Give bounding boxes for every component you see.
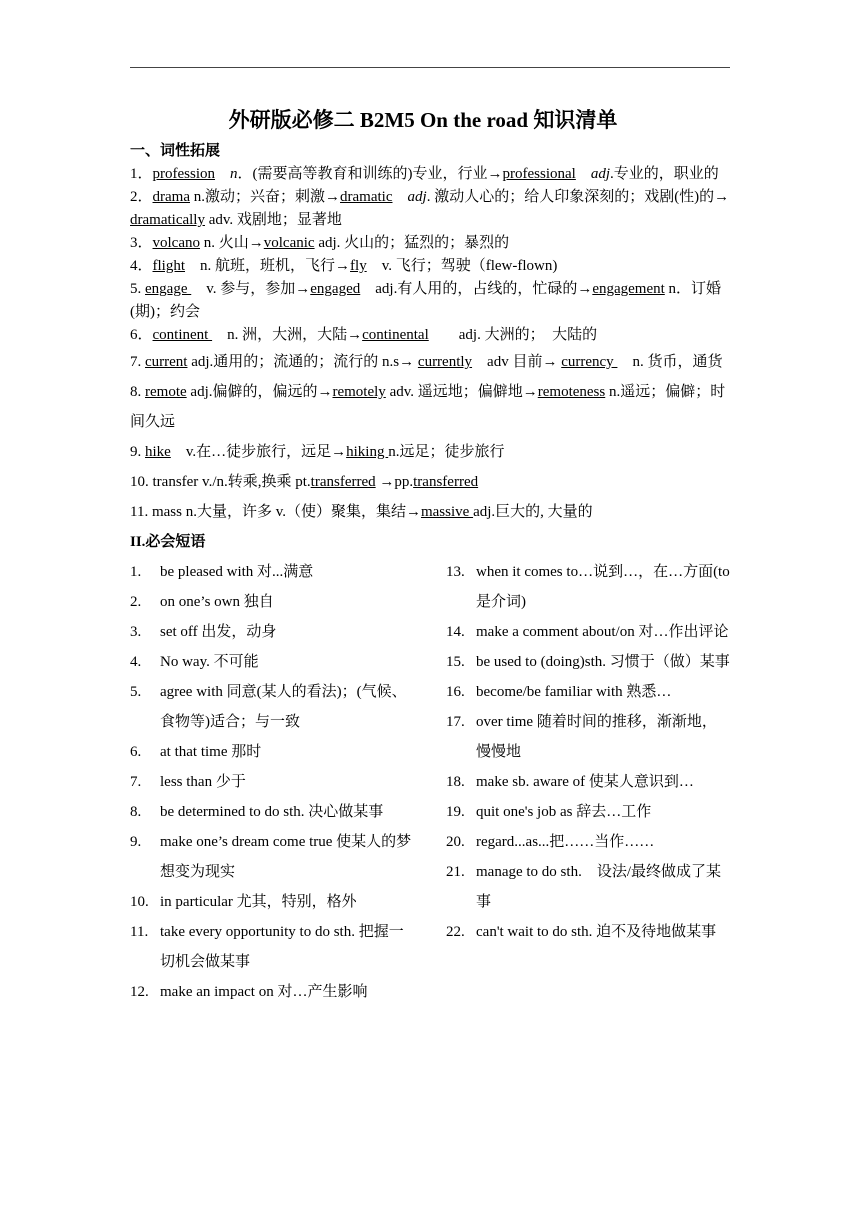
vocab-entry-1: 1．profession n．(需要高等教育和训练的)专业，行业→professional adj.专业的，职业的: [130, 166, 719, 182]
list-item: 19. quit one's job as 辞去…工作: [446, 804, 652, 820]
vocab-entry-3: 3．volcano n. 火山→volcanic adj. 火山的；猛烈的；暴烈的: [130, 235, 510, 251]
vocab-entry-4: 4．flight n. 航班，班机，飞行→fly v. 飞行；驾驶（flew-flown): [130, 258, 558, 274]
list-item: 1. be pleased with 对...满意: [130, 564, 314, 580]
list-item: 20. regard...as...把……当作……: [446, 834, 655, 850]
vocab-entry-9: 9. hike v.在…徒步旅行，远足→hiking n.远足；徒步旅行: [130, 444, 505, 460]
list-item: 6. at that time 那时: [130, 744, 262, 760]
list-item: 21. manage to do sth. 设法/最终做成了某事: [446, 864, 721, 910]
list-item: 2. on one’s own 独自: [130, 594, 274, 610]
vocab-entry-7: 7. current adj.通用的；流通的；流行的 n.s→ currently adv 目前→ currency n. 货币，通货: [130, 354, 723, 370]
list-item: 22. can't wait to do sth. 迫不及待地做某事: [446, 924, 717, 940]
list-item: 5. agree with 同意(某人的看法)；(气候、食物等)适合；与一致: [130, 684, 407, 730]
vocab-entry-10: 10. transfer v./n.转乘,换乘 pt.transferred →pp.transferred: [130, 474, 479, 490]
list-item: 8. be determined to do sth. 决心做某事: [130, 804, 384, 820]
list-item: 13. when it comes to…说到…，在…方面(to 是介词): [446, 564, 730, 610]
vocab-entry-8: 8. remote adj.偏僻的，偏远的→remotely adv. 遥远地；偏僻地→remoteness n.遥远；偏僻；时间久远: [130, 384, 726, 430]
list-item: 14. make a comment about/on 对…作出评论: [446, 624, 729, 640]
phrase-column-left: [130, 557, 416, 1007]
vocab-entry-11: 11. mass n.大量，许多 v.（使）聚集，集结→massive adj.巨大的, 大量的: [130, 504, 593, 520]
list-item: 9. make one’s dream come true 使某人的梦想变为现实: [130, 834, 412, 880]
list-item: 11. take every opportunity to do sth. 把握一切机会做某事: [130, 924, 404, 970]
list-item: 18. make sb. aware of 使某人意识到…: [446, 774, 694, 790]
vocab-entry-5: 5. engage v. 参与，参加→engaged adj.有人用的，占线的，忙碌的→engagement n．订婚(期)；约会: [130, 281, 722, 320]
section-heading-word-forms: 一、词性拓展: [130, 143, 221, 159]
vocab-entry-6: 6．continent n. 洲，大洲，大陆→continental adj. 大洲的； 大陆的: [130, 327, 598, 343]
list-item: 16. become/be familiar with 熟悉…: [446, 684, 672, 700]
list-item: 15. be used to (doing)sth. 习惯于（做）某事: [446, 654, 730, 670]
list-item: 4. No way. 不可能: [130, 654, 259, 670]
vocab-entry-2: 2．drama n.激动；兴奋；刺激→dramatic adj. 激动人心的；给人印象深刻的；戏剧(性)的→dramatically adv. 戏剧地；显著地: [130, 189, 730, 228]
document-body: [130, 100, 730, 1007]
header-rule: [130, 67, 730, 68]
list-item: 12. make an impact on 对…产生影响: [130, 984, 368, 1000]
section-heading-phrases: II.必会短语: [130, 534, 206, 550]
phrase-column-right: [446, 557, 730, 1007]
list-item: 17. over time 随着时间的推移，渐渐地，慢慢地: [446, 714, 717, 760]
list-item: 3. set off 出发，动身: [130, 624, 277, 640]
page-title: 外研版必修二 B2M5 On the road 知识清单: [228, 108, 618, 132]
phrase-list: [130, 557, 730, 1007]
list-item: 7. less than 少于: [130, 774, 246, 790]
list-item: 10. in particular 尤其，特别，格外: [130, 894, 357, 910]
